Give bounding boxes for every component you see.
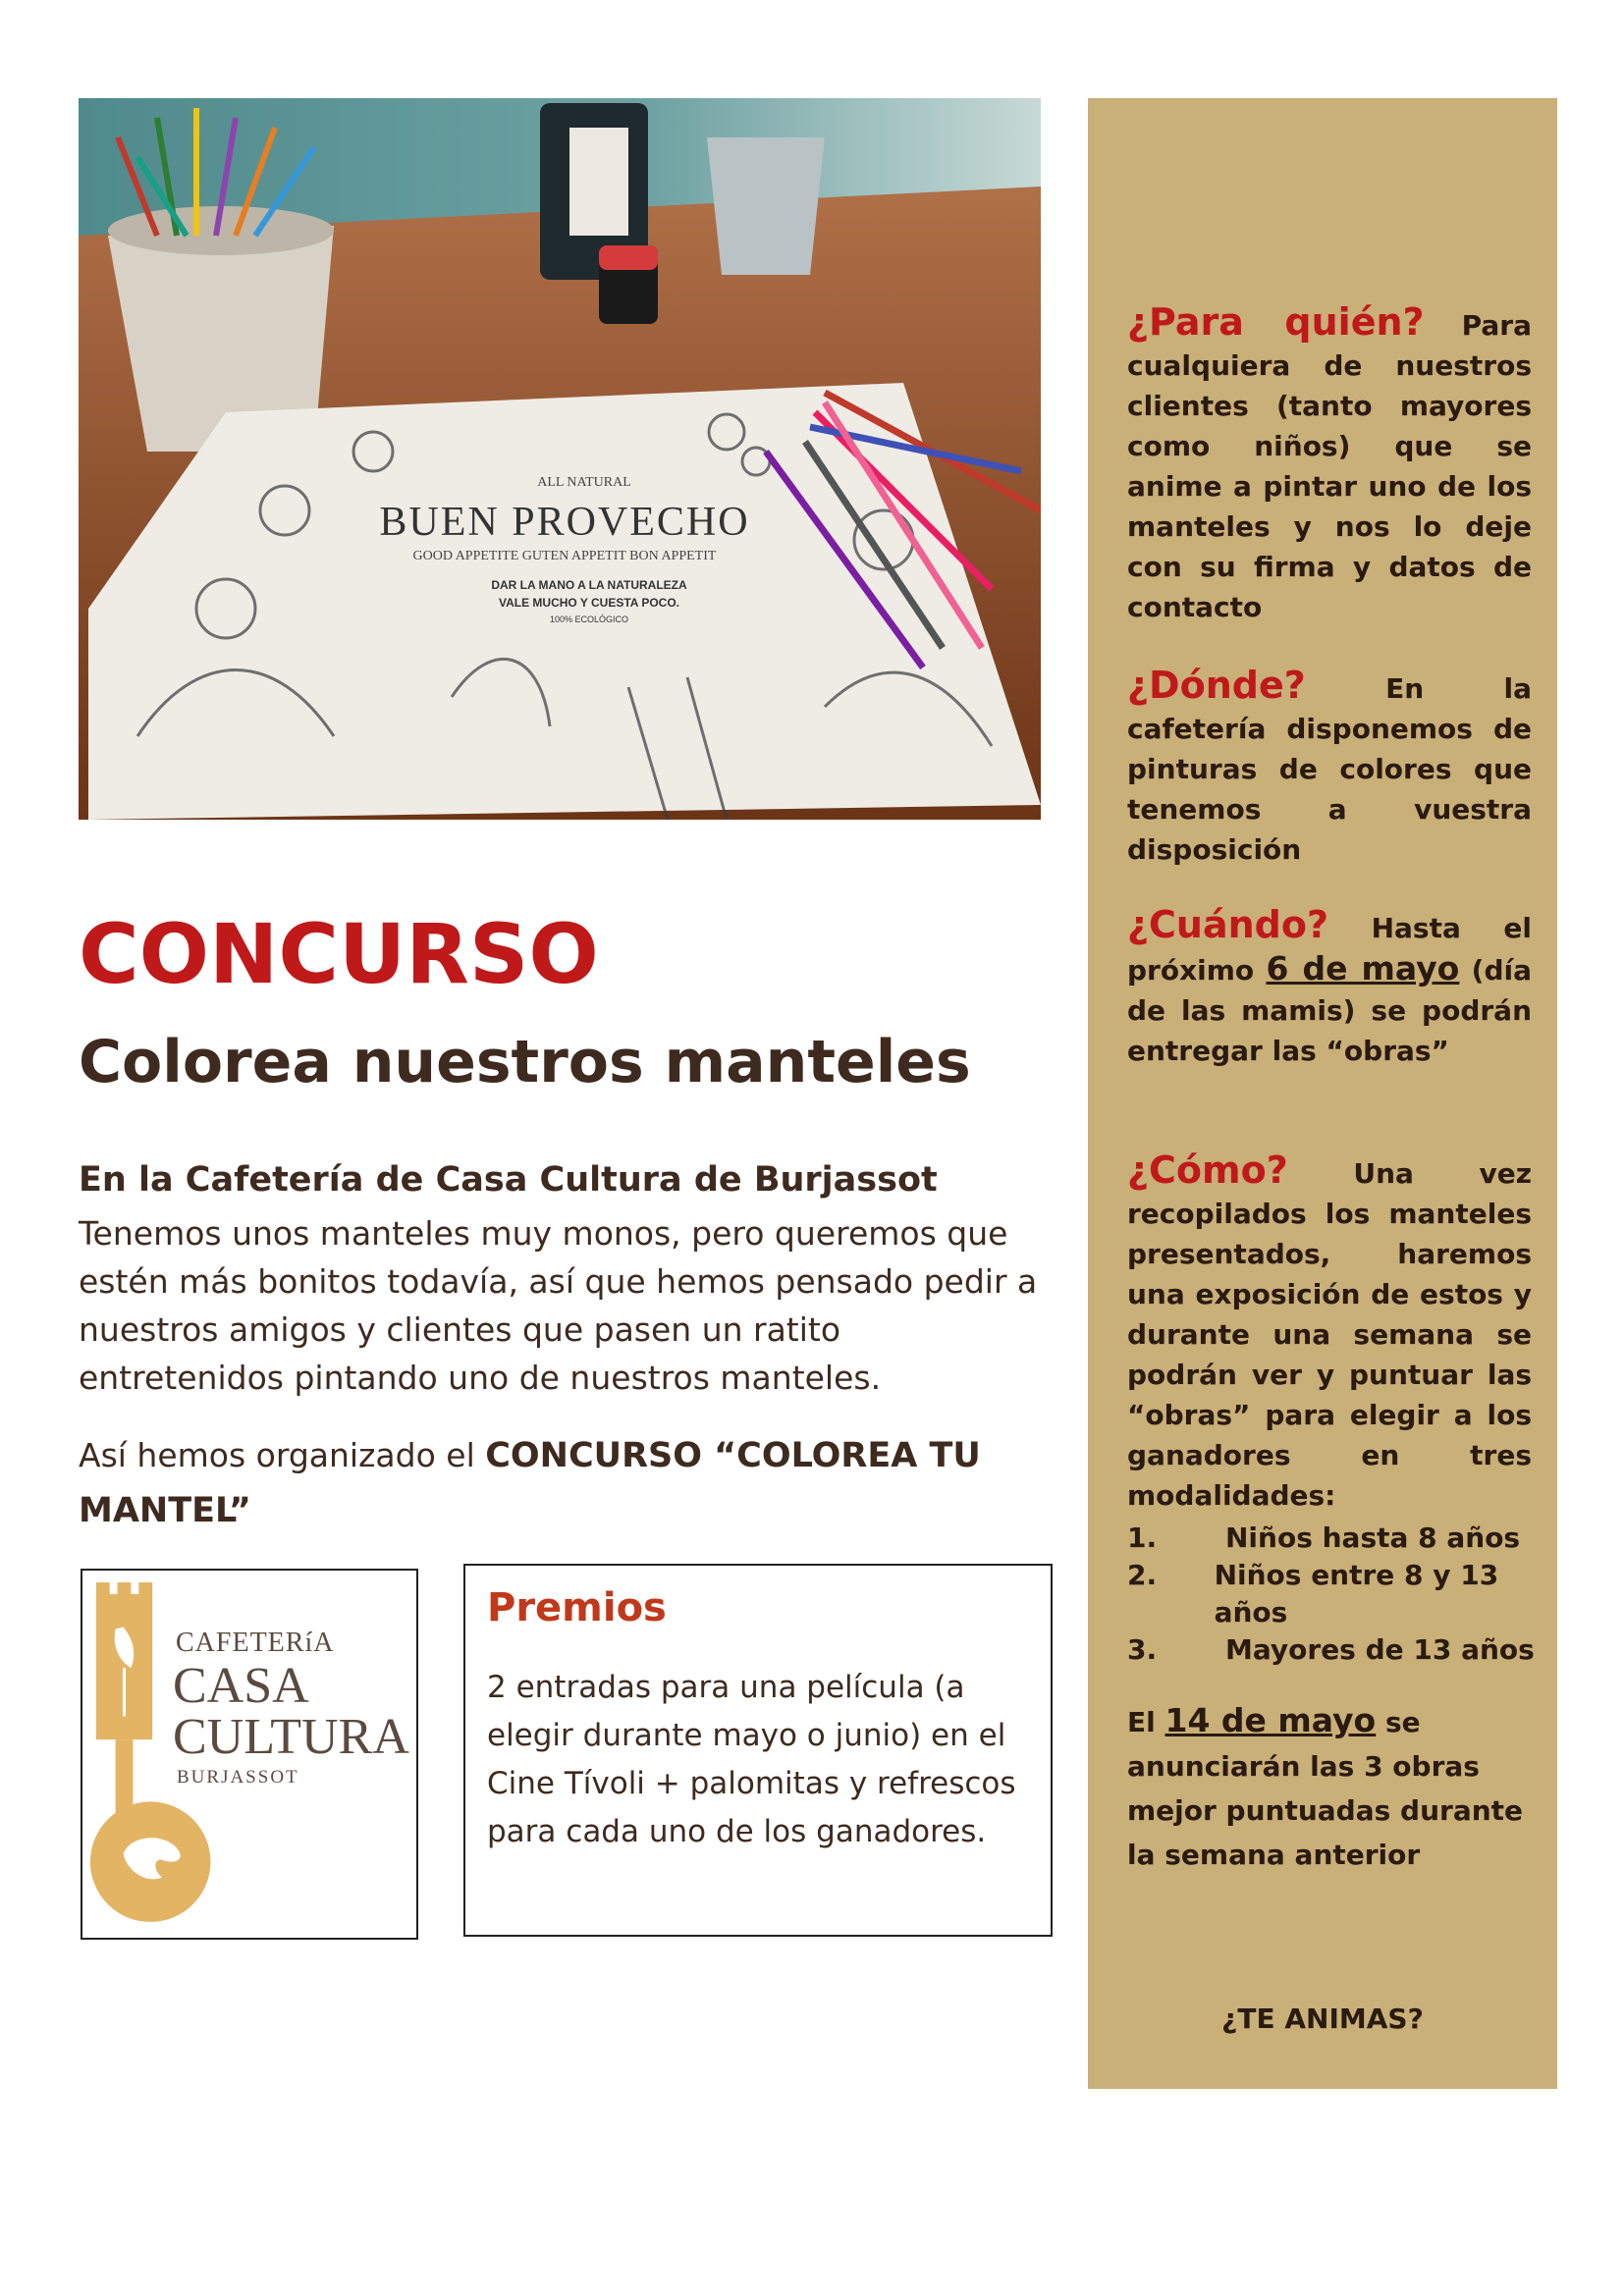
- how-block: [1127, 1150, 1532, 1516]
- prizes-text: 2 entradas para una película (a elegir durante mayo o junio) en el Cine Tívoli + palomitas y refrescos para cada uno de los ganadores.: [487, 1670, 1016, 1849]
- organized-text: [79, 1428, 1041, 1538]
- info-sidebar: [1088, 98, 1557, 2089]
- where-block: [1127, 666, 1532, 870]
- when-answer-start: Hasta el próximo: [1127, 912, 1532, 987]
- logo-line1: CAFETERíA: [176, 1628, 335, 1658]
- list-item: [1127, 1631, 1540, 1669]
- placemat-sub: GOOD APPETITE GUTEN APPETIT BON APPETIT: [412, 549, 717, 563]
- placemat-title: BUEN PROVECHO: [379, 500, 750, 545]
- announce-date: 14 de mayo: [1164, 1701, 1377, 1739]
- list-item-label: Niños hasta 8 años: [1225, 1522, 1521, 1554]
- announce-start: El: [1127, 1706, 1165, 1738]
- who-question: ¿Para quién?: [1127, 300, 1425, 344]
- organized-contest-name: CONCURSO “COLOREA TU MANTEL”: [79, 1436, 981, 1530]
- announce-end: se anunciarán las 3 obras mejor puntuadas durante la semana anterior: [1127, 1706, 1524, 1871]
- page-title: CONCURSO: [79, 906, 599, 1002]
- list-item-number: 2.: [1127, 1559, 1158, 1591]
- placemat-tag: ALL NATURAL: [537, 475, 631, 490]
- placemat-line2: VALE MUCHO Y CUESTA POCO.: [498, 596, 680, 610]
- logo-line3: CULTURA: [173, 1709, 409, 1765]
- list-item-label: Niños entre 8 y 13 años: [1214, 1559, 1499, 1629]
- where-question: ¿Dónde?: [1127, 664, 1306, 707]
- call-to-action: ¿TE ANIMAS?: [1221, 2002, 1424, 2035]
- where-answer: En la cafetería disponemos de pinturas de colores que tenemos a vuestra disposición: [1127, 672, 1532, 866]
- placemat-line3: 100% ECOLÓGICO: [549, 614, 629, 624]
- placemat-photo-icon: [79, 98, 1041, 820]
- cafeteria-logo: [81, 1569, 418, 1940]
- prizes-title: Premios: [487, 1585, 667, 1630]
- when-answer-end: (día de las mamis) se podrán entregar las “obras”: [1127, 954, 1532, 1067]
- when-block: [1127, 905, 1532, 1071]
- who-block: [1127, 302, 1532, 627]
- intro-paragraph: Tenemos unos manteles muy monos, pero queremos que estén más bonitos todavía, así que hemos pensado pedir a nuestros amigos y clientes que pasen un ratito entretenidos pintando uno de nuestros manteles.: [79, 1214, 1038, 1397]
- categories-list: [1127, 1520, 1540, 1669]
- prizes-box: [463, 1564, 1053, 1937]
- list-item: [1127, 1520, 1540, 1557]
- list-item: [1127, 1557, 1540, 1631]
- placemat-photo: [79, 98, 1041, 820]
- who-answer: Para cualquiera de nuestros clientes (tanto mayores como niños) que se anime a pintar uno de los manteles y nos lo deje con su firma y datos de contacto: [1127, 309, 1532, 623]
- organized-prefix: Así hemos organizado el: [79, 1436, 486, 1474]
- when-date: 6 de mayo: [1266, 949, 1460, 988]
- list-item-label: Mayores de 13 años: [1225, 1633, 1535, 1666]
- logo-line4: BURJASSOT: [177, 1767, 299, 1788]
- how-question: ¿Cómo?: [1127, 1148, 1288, 1192]
- list-item-number: 1.: [1127, 1522, 1158, 1554]
- list-item-number: 3.: [1127, 1633, 1158, 1666]
- logo-line2: CASA: [173, 1658, 309, 1714]
- how-answer: Una vez recopilados los manteles presentados, haremos una exposición de estos y durante una semana se podrán ver y puntuar las “obras” para elegir a los ganadores en tres modalidades:: [1127, 1157, 1532, 1512]
- placemat-line1: DAR LA MANO A LA NATURALEZA: [491, 578, 687, 592]
- when-question: ¿Cuándo?: [1127, 903, 1329, 946]
- announce-block: [1127, 1698, 1532, 1877]
- intro-heading: En la Cafetería de Casa Cultura de Burjassot: [79, 1160, 938, 1200]
- page-subtitle: Colorea nuestros manteles: [79, 1028, 971, 1096]
